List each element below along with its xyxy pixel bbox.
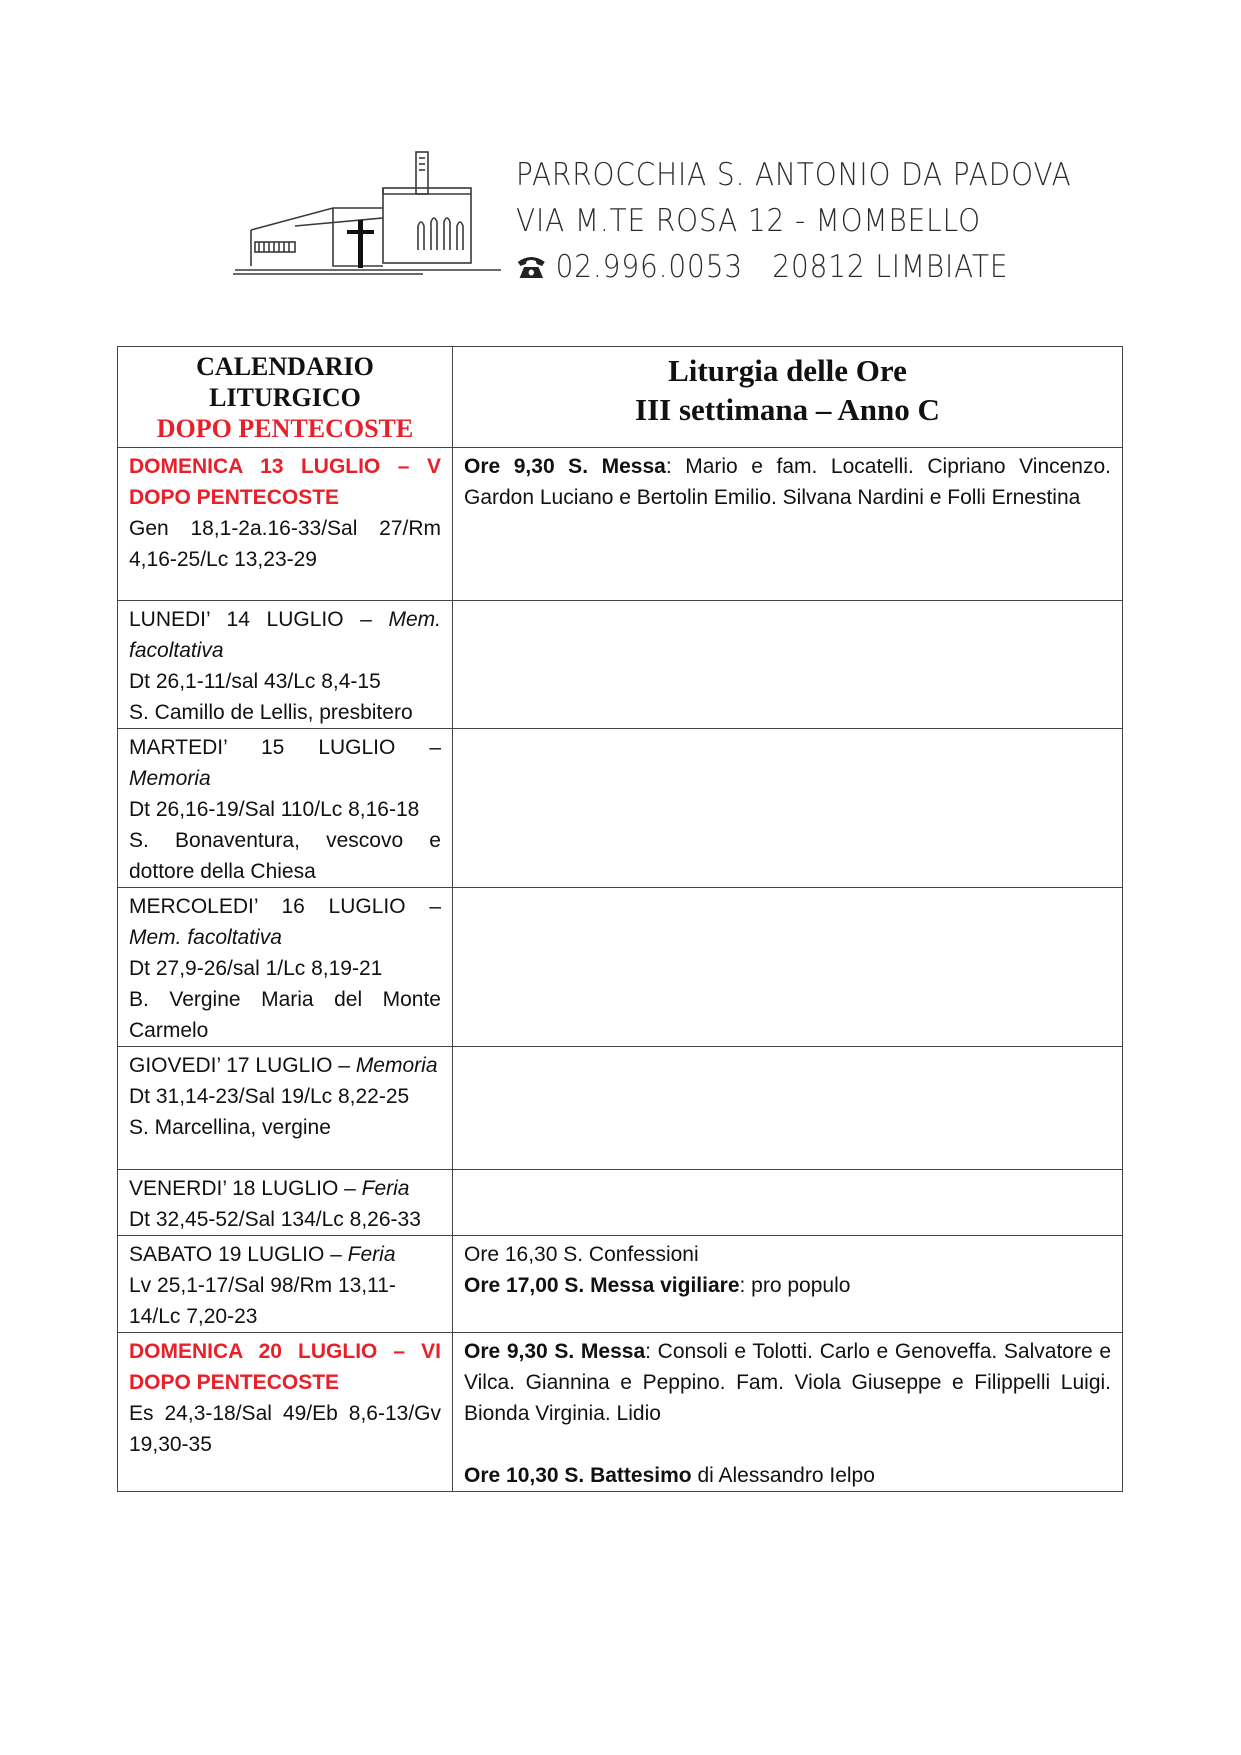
header-right-line: III settimana – Anno C xyxy=(635,392,940,427)
parish-name: PARROCCHIA S. ANTONIO DA PADOVA xyxy=(516,157,1072,193)
mass-intentions: : pro populo xyxy=(739,1274,851,1297)
day-kind: Feria xyxy=(361,1177,410,1200)
table-row xyxy=(118,1333,1123,1492)
readings: Lv 25,1-17/Sal 98/Rm 13,11-14/Lc 7,20-23 xyxy=(129,1274,396,1328)
day-kind: Memoria xyxy=(355,1054,438,1077)
mass-time: Ore 17,00 S. Messa vigiliare xyxy=(464,1274,740,1297)
day-title: GIOVEDI’ 17 LUGLIO – xyxy=(129,1054,356,1077)
day-kind: Feria xyxy=(347,1243,396,1266)
baptism-detail: di Alessandro Ielpo xyxy=(691,1464,875,1487)
readings: Dt 26,16-19/Sal 110/Lc 8,16-18 xyxy=(129,798,420,821)
day-cell xyxy=(118,1170,453,1236)
header-left-line: CALENDARIO xyxy=(196,352,374,381)
notes-cell xyxy=(453,888,1123,1047)
day-cell xyxy=(118,1236,453,1333)
readings: Es 24,3-18/Sal 49/Eb 8,6-13/Gv 19,30-35 xyxy=(129,1402,441,1456)
notes-cell xyxy=(453,448,1123,601)
readings: Dt 32,45-52/Sal 134/Lc 8,26-33 xyxy=(129,1208,421,1231)
church-drawing xyxy=(233,148,503,288)
day-cell xyxy=(118,729,453,888)
day-kind: Mem. facoltativa xyxy=(129,926,282,949)
table-row xyxy=(118,1170,1123,1236)
phone-number: 02.996.0053 xyxy=(555,249,743,285)
mass-intentions: : Consoli e Tolotti. Carlo e Genoveffa. Salvatore e Vilca. Giannina e Peppino. Fam. Viola Giuseppe e Filippelli Luigi. Bionda Virginia. Lidio xyxy=(464,1340,1111,1425)
table-row xyxy=(118,1047,1123,1170)
day-cell xyxy=(118,601,453,729)
notes-cell xyxy=(453,1170,1123,1236)
saint: B. Vergine Maria del Monte Carmelo xyxy=(129,988,441,1042)
day-kind: Memoria xyxy=(129,767,211,790)
table-row xyxy=(118,888,1123,1047)
day-cell xyxy=(118,448,453,601)
letterhead-text xyxy=(516,152,1072,290)
saint: S. Camillo de Lellis, presbitero xyxy=(129,701,413,724)
saint: S. Marcellina, vergine xyxy=(129,1116,331,1139)
notes-cell xyxy=(453,1047,1123,1170)
mass-time: Ore 9,30 S. Messa xyxy=(464,1340,646,1363)
day-title: MERCOLEDI’ 16 LUGLIO – xyxy=(129,895,441,918)
day-cell xyxy=(118,1333,453,1492)
day-kind: Mem. facoltativa xyxy=(129,608,441,662)
readings: Dt 27,9-26/sal 1/Lc 8,19-21 xyxy=(129,957,383,980)
liturgical-calendar-table xyxy=(117,346,1123,1492)
readings: Gen 18,1-2a.16-33/Sal 27/Rm 4,16-25/Lc 13,23-29 xyxy=(129,517,441,571)
readings: Dt 31,14-23/Sal 19/Lc 8,22-25 xyxy=(129,1085,410,1108)
telephone-icon xyxy=(516,254,547,280)
notes-cell xyxy=(453,601,1123,729)
readings: Dt 26,1-11/sal 43/Lc 8,4-15 xyxy=(129,670,381,693)
parish-contact xyxy=(516,244,1009,290)
saint: S. Bonaventura, vescovo e dottore della Chiesa xyxy=(129,829,441,883)
table-row xyxy=(118,1236,1123,1333)
notes-cell xyxy=(453,729,1123,888)
day-cell xyxy=(118,1047,453,1170)
table-row xyxy=(118,601,1123,729)
header-right-line: Liturgia delle Ore xyxy=(668,353,907,388)
day-title: DOMENICA 20 LUGLIO – VI DOPO PENTECOSTE xyxy=(129,1340,441,1394)
day-title: LUNEDI’ 14 LUGLIO – xyxy=(129,608,389,631)
day-cell xyxy=(118,888,453,1047)
baptism-time: Ore 10,30 S. Battesimo xyxy=(464,1464,692,1487)
header-left-season: DOPO PENTECOSTE xyxy=(156,414,414,443)
header-right xyxy=(453,347,1123,448)
letterhead xyxy=(233,148,1072,288)
mass-intentions: : Mario e fam. Locatelli. Cipriano Vincenzo. Gardon Luciano e Bertolin Emilio. Silvana Nardini e Folli Ernestina xyxy=(464,455,1111,509)
parish-address: VIA M.TE ROSA 12 - MOMBELLO xyxy=(516,203,981,239)
confessions: Ore 16,30 S. Confessioni xyxy=(464,1243,699,1266)
day-title: DOMENICA 13 LUGLIO – V DOPO PENTECOSTE xyxy=(129,455,441,509)
day-title: VENERDI’ 18 LUGLIO – xyxy=(129,1177,362,1200)
city: 20812 LIMBIATE xyxy=(772,249,1009,285)
day-title: MARTEDI’ 15 LUGLIO – xyxy=(129,736,441,759)
day-title: SABATO 19 LUGLIO – xyxy=(129,1243,348,1266)
mass-time: Ore 9,30 S. Messa xyxy=(464,455,666,478)
notes-cell xyxy=(453,1333,1123,1492)
header-left xyxy=(118,347,453,448)
table-row xyxy=(118,729,1123,888)
notes-cell xyxy=(453,1236,1123,1333)
table-row xyxy=(118,448,1123,601)
header-left-line: LITURGICO xyxy=(209,383,361,412)
table-header-row xyxy=(118,347,1123,448)
